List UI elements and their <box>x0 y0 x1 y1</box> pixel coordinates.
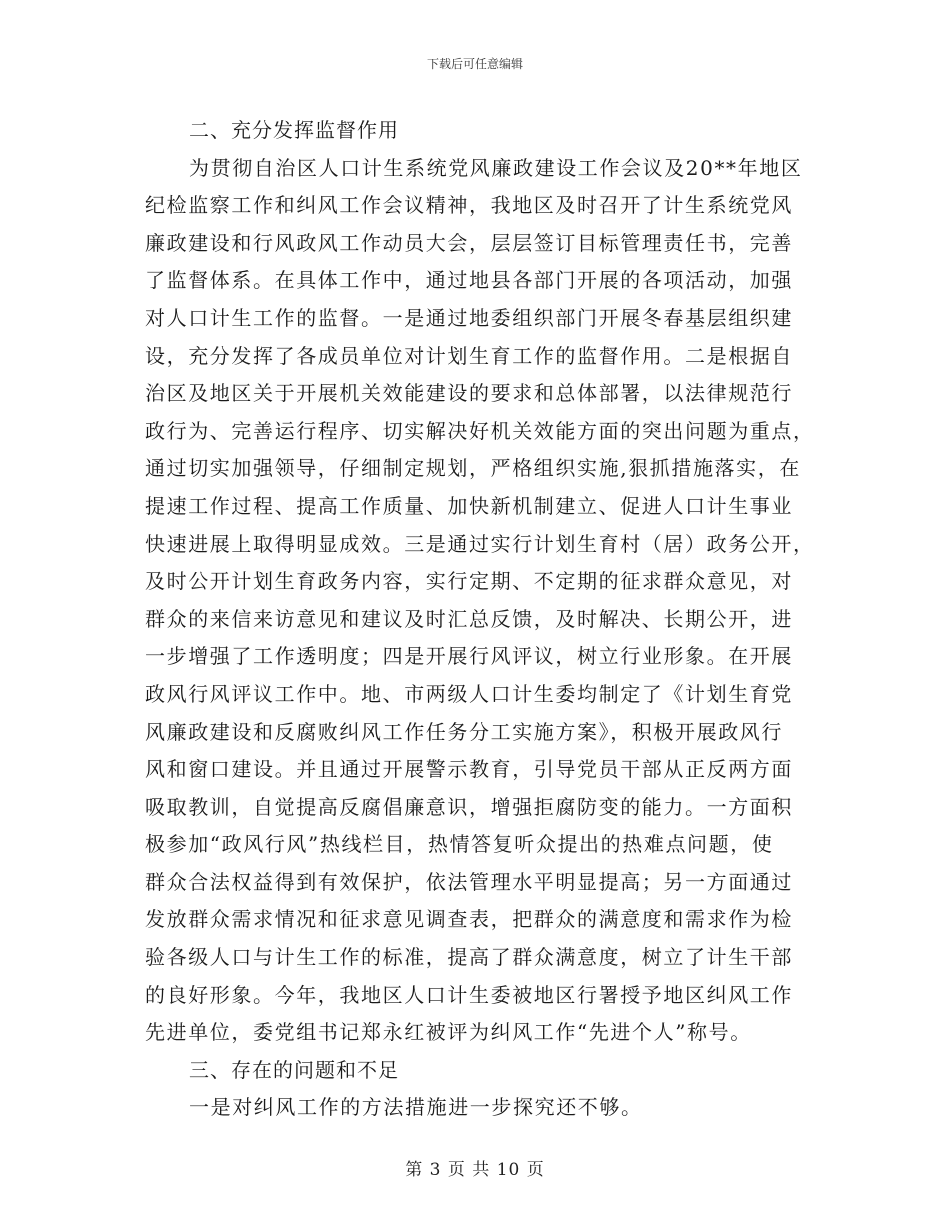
paragraph-line: 设，充分发挥了各成员单位对计划生育工作的监督作用。二是根据自 <box>145 343 793 368</box>
paragraph-line: 一步增强了工作透明度；四是开展行风评议，树立行业形象。在开展 <box>145 644 793 669</box>
paragraph-line: 群众合法权益得到有效保护，依法管理水平明显提高；另一方面通过 <box>145 869 793 894</box>
paragraph-line: 的良好形象。今年，我地区人口计生委被地区行署授予地区纠风工作 <box>145 982 793 1007</box>
header-note: 下载后可任意编辑 <box>426 57 523 71</box>
section-heading: 二、充分发挥监督作用 <box>189 118 399 142</box>
paragraph-line: 提速工作过程、提高工作质量、加快新机制建立、促进人口计生事业 <box>145 493 793 518</box>
paragraph-line: 先进单位，委党组书记郑永红被评为纠风工作“先进个人”称号。 <box>145 1020 752 1045</box>
paragraph-line: 对人口计生工作的监督。一是通过地委组织部门开展冬春基层组织建 <box>145 305 793 330</box>
paragraph-line: 廉政建设和行风政风工作动员大会，层层签订目标管理责任书，完善 <box>145 230 793 255</box>
paragraph-line: 风和窗口建设。并且通过开展警示教育，引导党员干部从正反两方面 <box>145 757 793 782</box>
paragraph-line: 极参加“政风行风”热线栏目，热情答复听众提出的热难点问题，使 <box>145 832 774 857</box>
paragraph-line: 治区及地区关于开展机关效能建设的要求和总体部署，以法律规范行 <box>145 381 793 406</box>
paragraph-line: 通过切实加强领导，仔细制定规划，严格组织实施,狠抓措施落实，在 <box>145 456 801 481</box>
paragraph-line: 了监督体系。在具体工作中，通过地县各部门开展的各项活动，加强 <box>145 268 793 293</box>
paragraph-line: 发放群众需求情况和征求意见调查表，把群众的满意度和需求作为检 <box>145 907 793 932</box>
document-body <box>145 112 815 1127</box>
paragraph-line: 及时公开计划生育政务内容，实行定期、不定期的征求群众意见，对 <box>145 569 793 594</box>
paragraph-line: 吸取教训，自觉提高反腐倡廉意识，增强拒腐防变的能力。一方面积 <box>145 794 793 819</box>
paragraph-line: 纪检监察工作和纠风工作会议精神，我地区及时召开了计生系统党风 <box>145 193 793 218</box>
paragraph-line: 一是对纠风工作的方法措施进一步探究还不够。 <box>189 1095 643 1120</box>
paragraph-line: 政风行风评议工作中。地、市两级人口计生委均制定了《计划生育党 <box>145 681 793 706</box>
section-heading: 三、存在的问题和不足 <box>189 1057 399 1082</box>
paragraph-line: 为贯彻自治区人口计生系统党风廉政建设工作会议及20**年地区 <box>189 155 803 180</box>
paragraph-line: 快速进展上取得明显成效。三是通过实行计划生育村（居）政务公开， <box>145 531 815 556</box>
paragraph-line: 政行为、完善运行程序、切实解决好机关效能方面的突出问题为重点， <box>145 418 815 443</box>
paragraph-line: 群众的来信来访意见和建议及时汇总反馈，及时解决、长期公开，进 <box>145 606 793 631</box>
paragraph-line: 风廉政建设和反腐败纠风工作任务分工实施方案》，积极开展政风行 <box>145 719 783 744</box>
paragraph-line: 验各级人口与计生工作的标准，提高了群众满意度，树立了计生干部 <box>145 945 793 970</box>
page-number: 第 3 页 共 10 页 <box>405 1160 545 1180</box>
